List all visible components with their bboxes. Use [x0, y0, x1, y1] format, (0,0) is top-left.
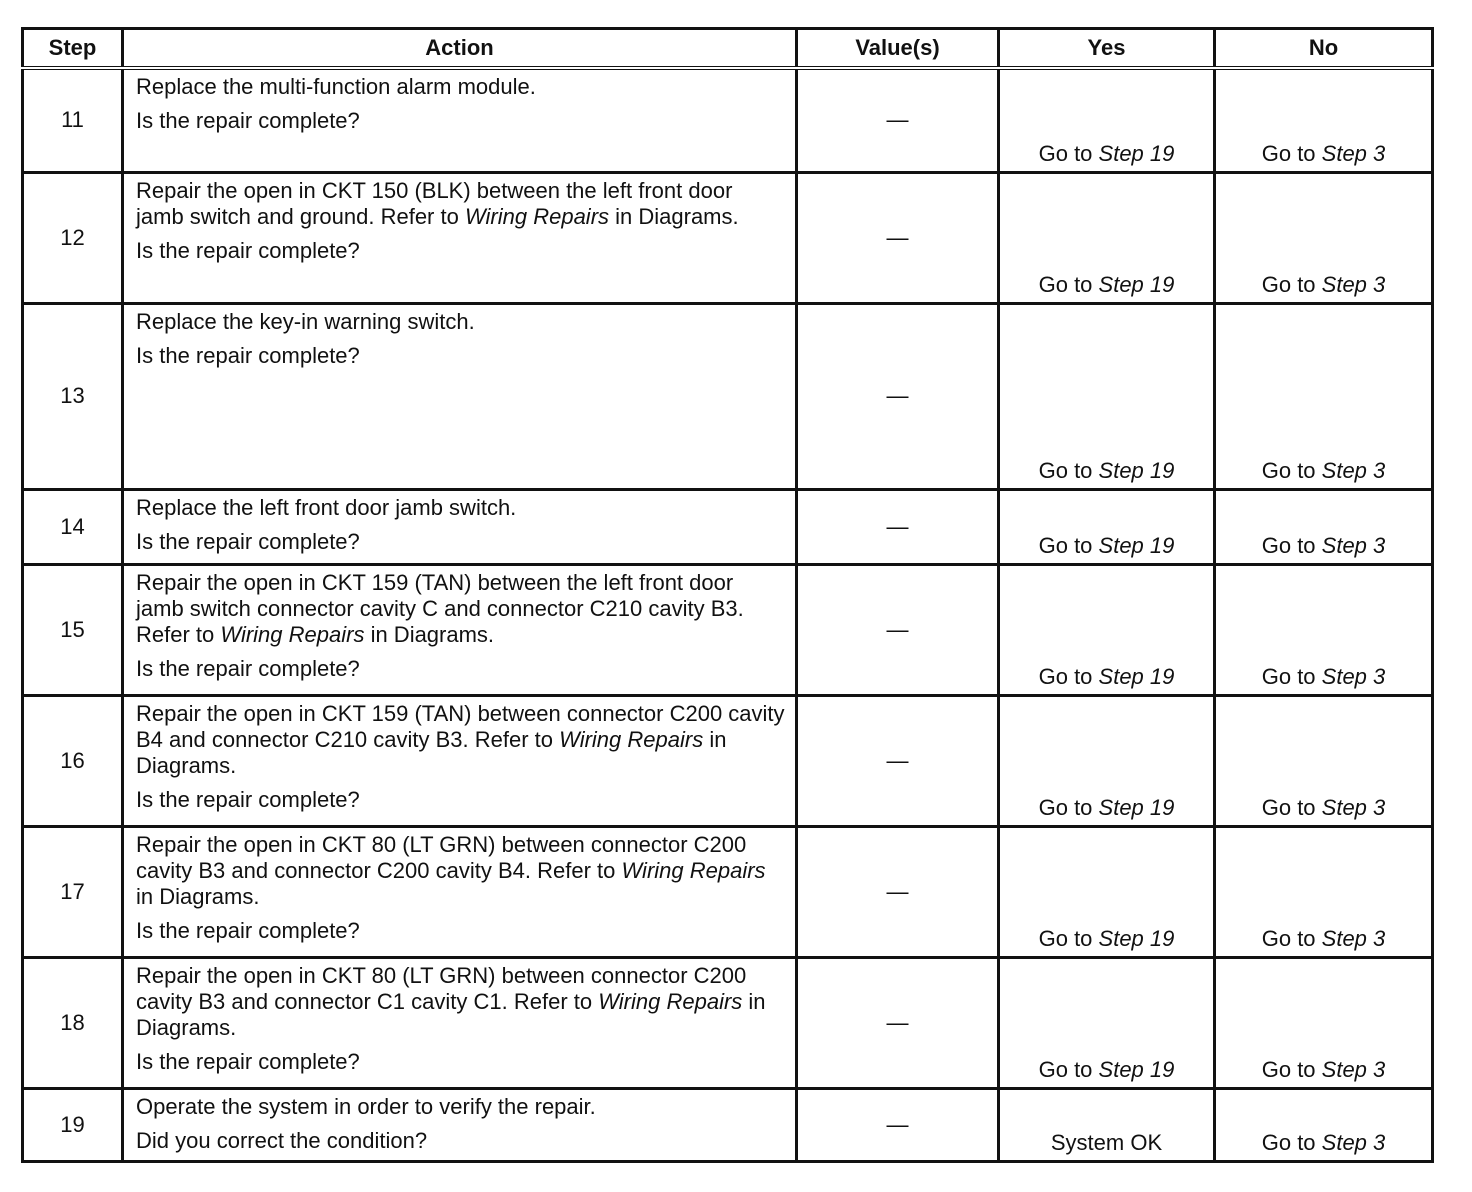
- step-number: 16: [23, 695, 123, 826]
- yes-cell: [999, 489, 1215, 564]
- no-step-ref: Step 3: [1321, 532, 1386, 558]
- wiring-repairs-ref: Wiring Repairs: [559, 726, 704, 752]
- no-step-ref: Step 3: [1321, 794, 1386, 820]
- action-text: Repair the open in CKT 80 (LT GRN) between connector C200 cavity B3 and connector C200 cavity B4. Refer to Wiring Repairs in Diagrams.: [136, 831, 766, 909]
- action-cell: [123, 1088, 797, 1161]
- no-step-ref: Step 3: [1321, 271, 1386, 297]
- header-values: Value(s): [797, 29, 999, 69]
- value-cell: —: [797, 564, 999, 695]
- question-text: Is the repair complete?: [136, 342, 360, 368]
- yes-prefix: Go to: [1038, 794, 1099, 820]
- action-text: Repair the open in CKT 159 (TAN) between the left front door jamb switch connector cavity C and connector C210 cavity B3. Refer to Wiring Repairs in Diagrams.: [136, 569, 744, 647]
- table-row: [23, 68, 1433, 172]
- no-prefix: Go to: [1261, 1056, 1322, 1082]
- action-text: Repair the open in CKT 80 (LT GRN) between connector C200 cavity B3 and connector C1 cavity C1. Refer to Wiring Repairs in Diagrams.: [136, 962, 766, 1040]
- yes-cell: System OK: [999, 1088, 1215, 1161]
- no-step-ref: Step 3: [1321, 663, 1386, 689]
- table-row: [23, 172, 1433, 303]
- yes-prefix: Go to: [1038, 271, 1099, 297]
- action-cell: [123, 172, 797, 303]
- action-text: Repair the open in CKT 159 (TAN) between connector C200 cavity B4 and connector C210 cavity B3. Refer to Wiring Repairs in Diagrams.: [136, 700, 785, 778]
- no-cell: [1215, 826, 1433, 957]
- table-row: [23, 826, 1433, 957]
- yes-step-ref: Step 19: [1098, 140, 1175, 166]
- value-cell: —: [797, 957, 999, 1088]
- header-row: [23, 29, 1433, 69]
- action-cell: [123, 957, 797, 1088]
- no-step-ref: Step 3: [1321, 1056, 1386, 1082]
- wiring-repairs-ref: Wiring Repairs: [220, 621, 365, 647]
- yes-cell: [999, 172, 1215, 303]
- no-prefix: Go to: [1261, 1129, 1322, 1155]
- yes-prefix: Go to: [1038, 1056, 1099, 1082]
- yes-step-ref: Step 19: [1098, 925, 1175, 951]
- no-cell: [1215, 1088, 1433, 1161]
- yes-step-ref: Step 19: [1098, 271, 1175, 297]
- yes-cell: [999, 957, 1215, 1088]
- action-cell: [123, 303, 797, 489]
- value-cell: —: [797, 68, 999, 172]
- question-text: Is the repair complete?: [136, 528, 360, 554]
- table-row: [23, 695, 1433, 826]
- no-step-ref: Step 3: [1321, 1129, 1386, 1155]
- action-text: Replace the left front door jamb switch.: [136, 494, 517, 520]
- question-text: Is the repair complete?: [136, 655, 360, 681]
- question-text: Is the repair complete?: [136, 1048, 360, 1074]
- step-number: 11: [23, 68, 123, 172]
- yes-step-ref: Step 19: [1098, 663, 1175, 689]
- yes-cell: [999, 303, 1215, 489]
- no-prefix: Go to: [1261, 663, 1322, 689]
- wiring-repairs-ref: Wiring Repairs: [464, 203, 610, 229]
- action-cell: [123, 68, 797, 172]
- no-prefix: Go to: [1261, 794, 1322, 820]
- diagnostic-table: [21, 27, 1434, 1163]
- no-prefix: Go to: [1261, 457, 1322, 483]
- wiring-repairs-ref: Wiring Repairs: [598, 988, 743, 1014]
- no-cell: [1215, 957, 1433, 1088]
- action-text: Repair the open in CKT 150 (BLK) between the left front door jamb switch and ground. Refer to Wiring Repairs in Diagrams.: [136, 177, 739, 229]
- question-text: Did you correct the condition?: [136, 1127, 428, 1153]
- yes-prefix: Go to: [1038, 532, 1099, 558]
- action-cell: [123, 695, 797, 826]
- yes-cell: [999, 695, 1215, 826]
- step-number: 18: [23, 957, 123, 1088]
- no-prefix: Go to: [1261, 532, 1322, 558]
- no-prefix: Go to: [1261, 140, 1322, 166]
- table-row: [23, 564, 1433, 695]
- step-number: 14: [23, 489, 123, 564]
- action-text: Operate the system in order to verify the repair.: [136, 1093, 596, 1119]
- action-cell: [123, 564, 797, 695]
- header-no: No: [1215, 29, 1433, 69]
- question-text: Is the repair complete?: [136, 237, 360, 263]
- value-cell: —: [797, 1088, 999, 1161]
- diagnostic-table-sheet: [21, 27, 1434, 1163]
- header-step: Step: [23, 29, 123, 69]
- yes-prefix: Go to: [1038, 925, 1099, 951]
- yes-step-ref: Step 19: [1098, 532, 1175, 558]
- header-action: Action: [123, 29, 797, 69]
- question-text: Is the repair complete?: [136, 917, 360, 943]
- value-cell: —: [797, 489, 999, 564]
- step-number: 19: [23, 1088, 123, 1161]
- yes-cell: [999, 826, 1215, 957]
- no-cell: [1215, 68, 1433, 172]
- yes-prefix: Go to: [1038, 140, 1099, 166]
- action-text: Replace the multi-function alarm module.: [136, 74, 536, 99]
- table-row: [23, 489, 1433, 564]
- yes-prefix: Go to: [1038, 457, 1099, 483]
- yes-step-ref: Step 19: [1098, 457, 1175, 483]
- no-step-ref: Step 3: [1321, 140, 1386, 166]
- yes-step-ref: Step 19: [1098, 794, 1175, 820]
- yes-cell: [999, 68, 1215, 172]
- table-row: [23, 1088, 1433, 1161]
- question-text: Is the repair complete?: [136, 108, 360, 133]
- no-prefix: Go to: [1261, 925, 1322, 951]
- yes-cell: [999, 564, 1215, 695]
- no-cell: [1215, 695, 1433, 826]
- action-cell: [123, 826, 797, 957]
- value-cell: —: [797, 695, 999, 826]
- no-cell: [1215, 564, 1433, 695]
- step-number: 17: [23, 826, 123, 957]
- wiring-repairs-ref: Wiring Repairs: [621, 857, 766, 883]
- yes-prefix: Go to: [1038, 663, 1099, 689]
- no-cell: [1215, 489, 1433, 564]
- step-number: 15: [23, 564, 123, 695]
- value-cell: —: [797, 172, 999, 303]
- value-cell: —: [797, 303, 999, 489]
- no-prefix: Go to: [1261, 271, 1322, 297]
- yes-step-ref: Step 19: [1098, 1056, 1175, 1082]
- action-text: Replace the key-in warning switch.: [136, 308, 475, 334]
- no-cell: [1215, 303, 1433, 489]
- step-number: 12: [23, 172, 123, 303]
- question-text: Is the repair complete?: [136, 786, 360, 812]
- step-number: 13: [23, 303, 123, 489]
- action-cell: [123, 489, 797, 564]
- table-row: [23, 957, 1433, 1088]
- no-cell: [1215, 172, 1433, 303]
- value-cell: —: [797, 826, 999, 957]
- table-row: [23, 303, 1433, 489]
- no-step-ref: Step 3: [1321, 457, 1386, 483]
- header-yes: Yes: [999, 29, 1215, 69]
- no-step-ref: Step 3: [1321, 925, 1386, 951]
